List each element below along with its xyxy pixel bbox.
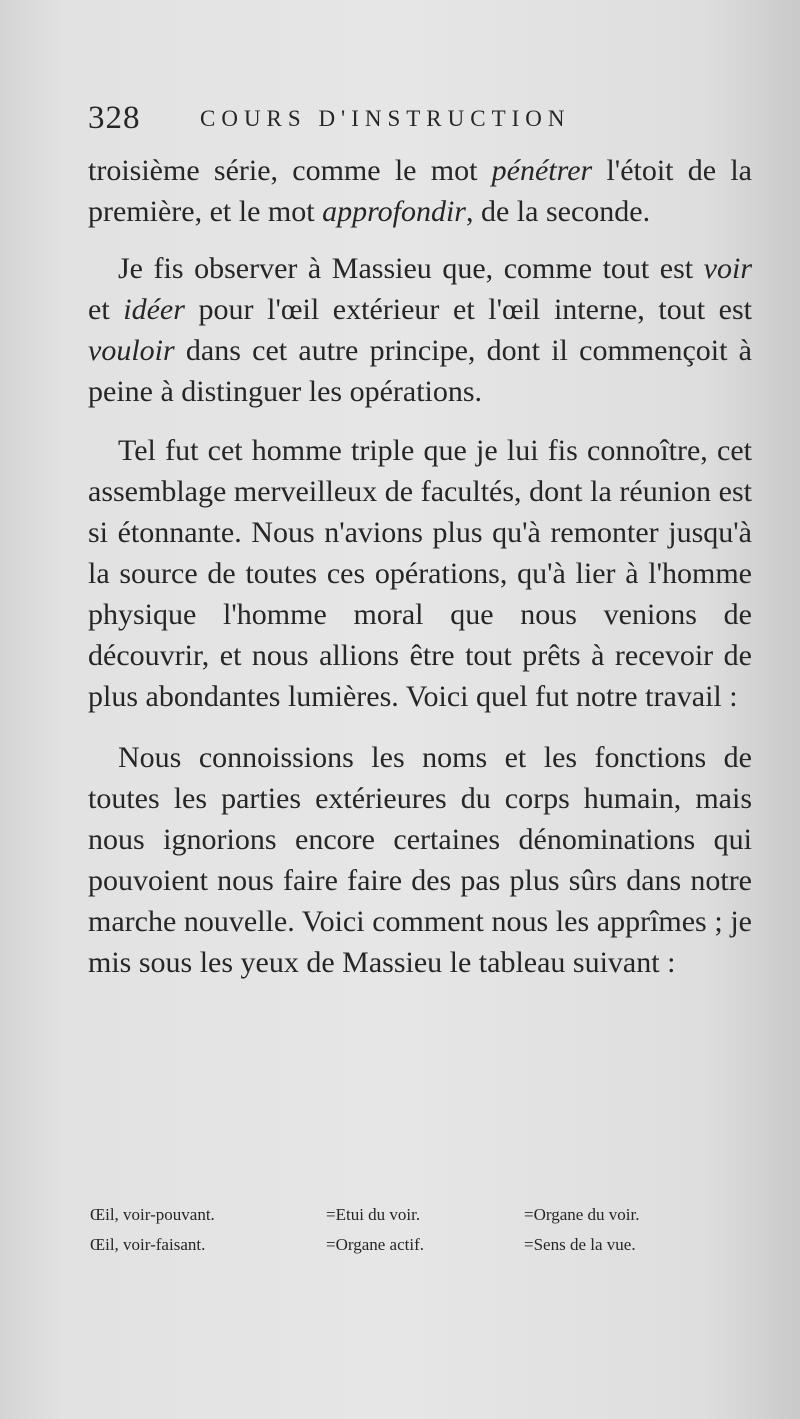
table-cell: =Sens de la vue. <box>524 1235 636 1254</box>
paragraph-3: Tel fut cet homme triple que je lui fis connoître, cet assemblage merveilleux de facultés, dont la réunion est si étonnante. Nous n'avions plus qu'à remonter jusqu'à la source de toutes ces opérations, qu'à lier à l'homme physique l'homme moral que nous venions de découvrir, et nous allions être tout prêts à recevoir de plus abondantes lumières. Voici quel fut notre travail : <box>88 434 752 713</box>
page-number: 328 <box>88 100 141 136</box>
table-cell: Œil, voir-pouvant. <box>90 1205 215 1224</box>
table-cell: =Organe actif. <box>326 1235 425 1254</box>
table-cell: =Organe du voir. <box>524 1205 640 1224</box>
paragraph-4: Nous connoissions les noms et les fonctions de toutes les parties extérieures du corps humain, mais nous ignorions encore certaines dénominations qui pouvoient nous faire faire des pas plus sûrs dans notre marche nouvelle. Voici comment nous les apprîmes ; je mis sous les yeux de Massieu le tableau suivant : <box>88 741 752 979</box>
terms-table <box>90 1205 720 1265</box>
p1-text-1: troisième série, comme le mot <box>88 154 492 187</box>
p2-text-4: dans cet autre principe, dont il commençoit à peine à distinguer les opérations. <box>88 334 752 408</box>
p1-italic-2: approfondir <box>322 195 466 228</box>
p2-italic-2: idéer <box>123 293 185 326</box>
p1-text-2: l'étoit de la première, et le mot <box>88 154 752 228</box>
paragraph-1 <box>88 150 752 232</box>
running-title: COURS D'INSTRUCTION <box>200 106 571 131</box>
page-header <box>88 100 768 148</box>
paragraph-2 <box>88 248 752 412</box>
p1-text-3: , de la seconde. <box>465 195 651 228</box>
p1-italic-1: pénétrer <box>491 154 593 187</box>
body-text <box>88 150 752 983</box>
table-cell: =Etui du voir. <box>326 1205 421 1224</box>
table-cell: Œil, voir-faisant. <box>90 1235 206 1254</box>
table-row <box>90 1205 720 1235</box>
p2-italic-3: vouloir <box>88 334 175 367</box>
p2-text-3: pour l'œil extérieur et l'œil interne, tout est <box>184 293 752 326</box>
p2-italic-1: voir <box>703 252 752 285</box>
table-row <box>90 1235 720 1265</box>
p2-text-1: Je fis observer à Massieu que, comme tout est <box>118 252 704 285</box>
p2-text-2: et <box>88 293 124 326</box>
